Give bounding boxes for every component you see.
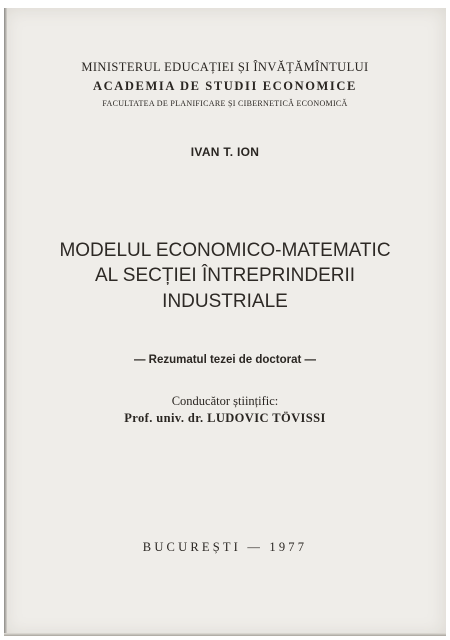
academy-name: ACADEMIA DE STUDII ECONOMICE [93,79,357,93]
thesis-subtitle: — Rezumatul tezei de doctorat — [133,354,317,366]
advisor-name: Prof. univ. dr. LUDOVIC TÖVISSI [124,411,326,425]
faculty-name: FACULTATEA DE PLANIFICARE ȘI CIBERNETICĂ ECONOMICĂ [102,99,348,108]
author-name: IVAN T. ION [190,145,260,159]
thesis-title-line-3: INDUSTRIALE [162,291,288,312]
page-bottom-edge-shadow [4,633,446,636]
ministry-name: MINISTERUL EDUCAȚIEI ȘI ÎNVĂȚĂMÎNTULUI [81,60,369,74]
place-and-year: BUCUREȘTI — 1977 [142,540,308,554]
thesis-title-line-2: AL SECȚIEI ÎNTREPRINDERII [94,265,356,286]
document-page [4,8,446,636]
advisor-label: Conducător științific: [171,394,279,408]
thesis-title-line-1: MODELUL ECONOMICO-MATEMATIC [59,240,391,261]
